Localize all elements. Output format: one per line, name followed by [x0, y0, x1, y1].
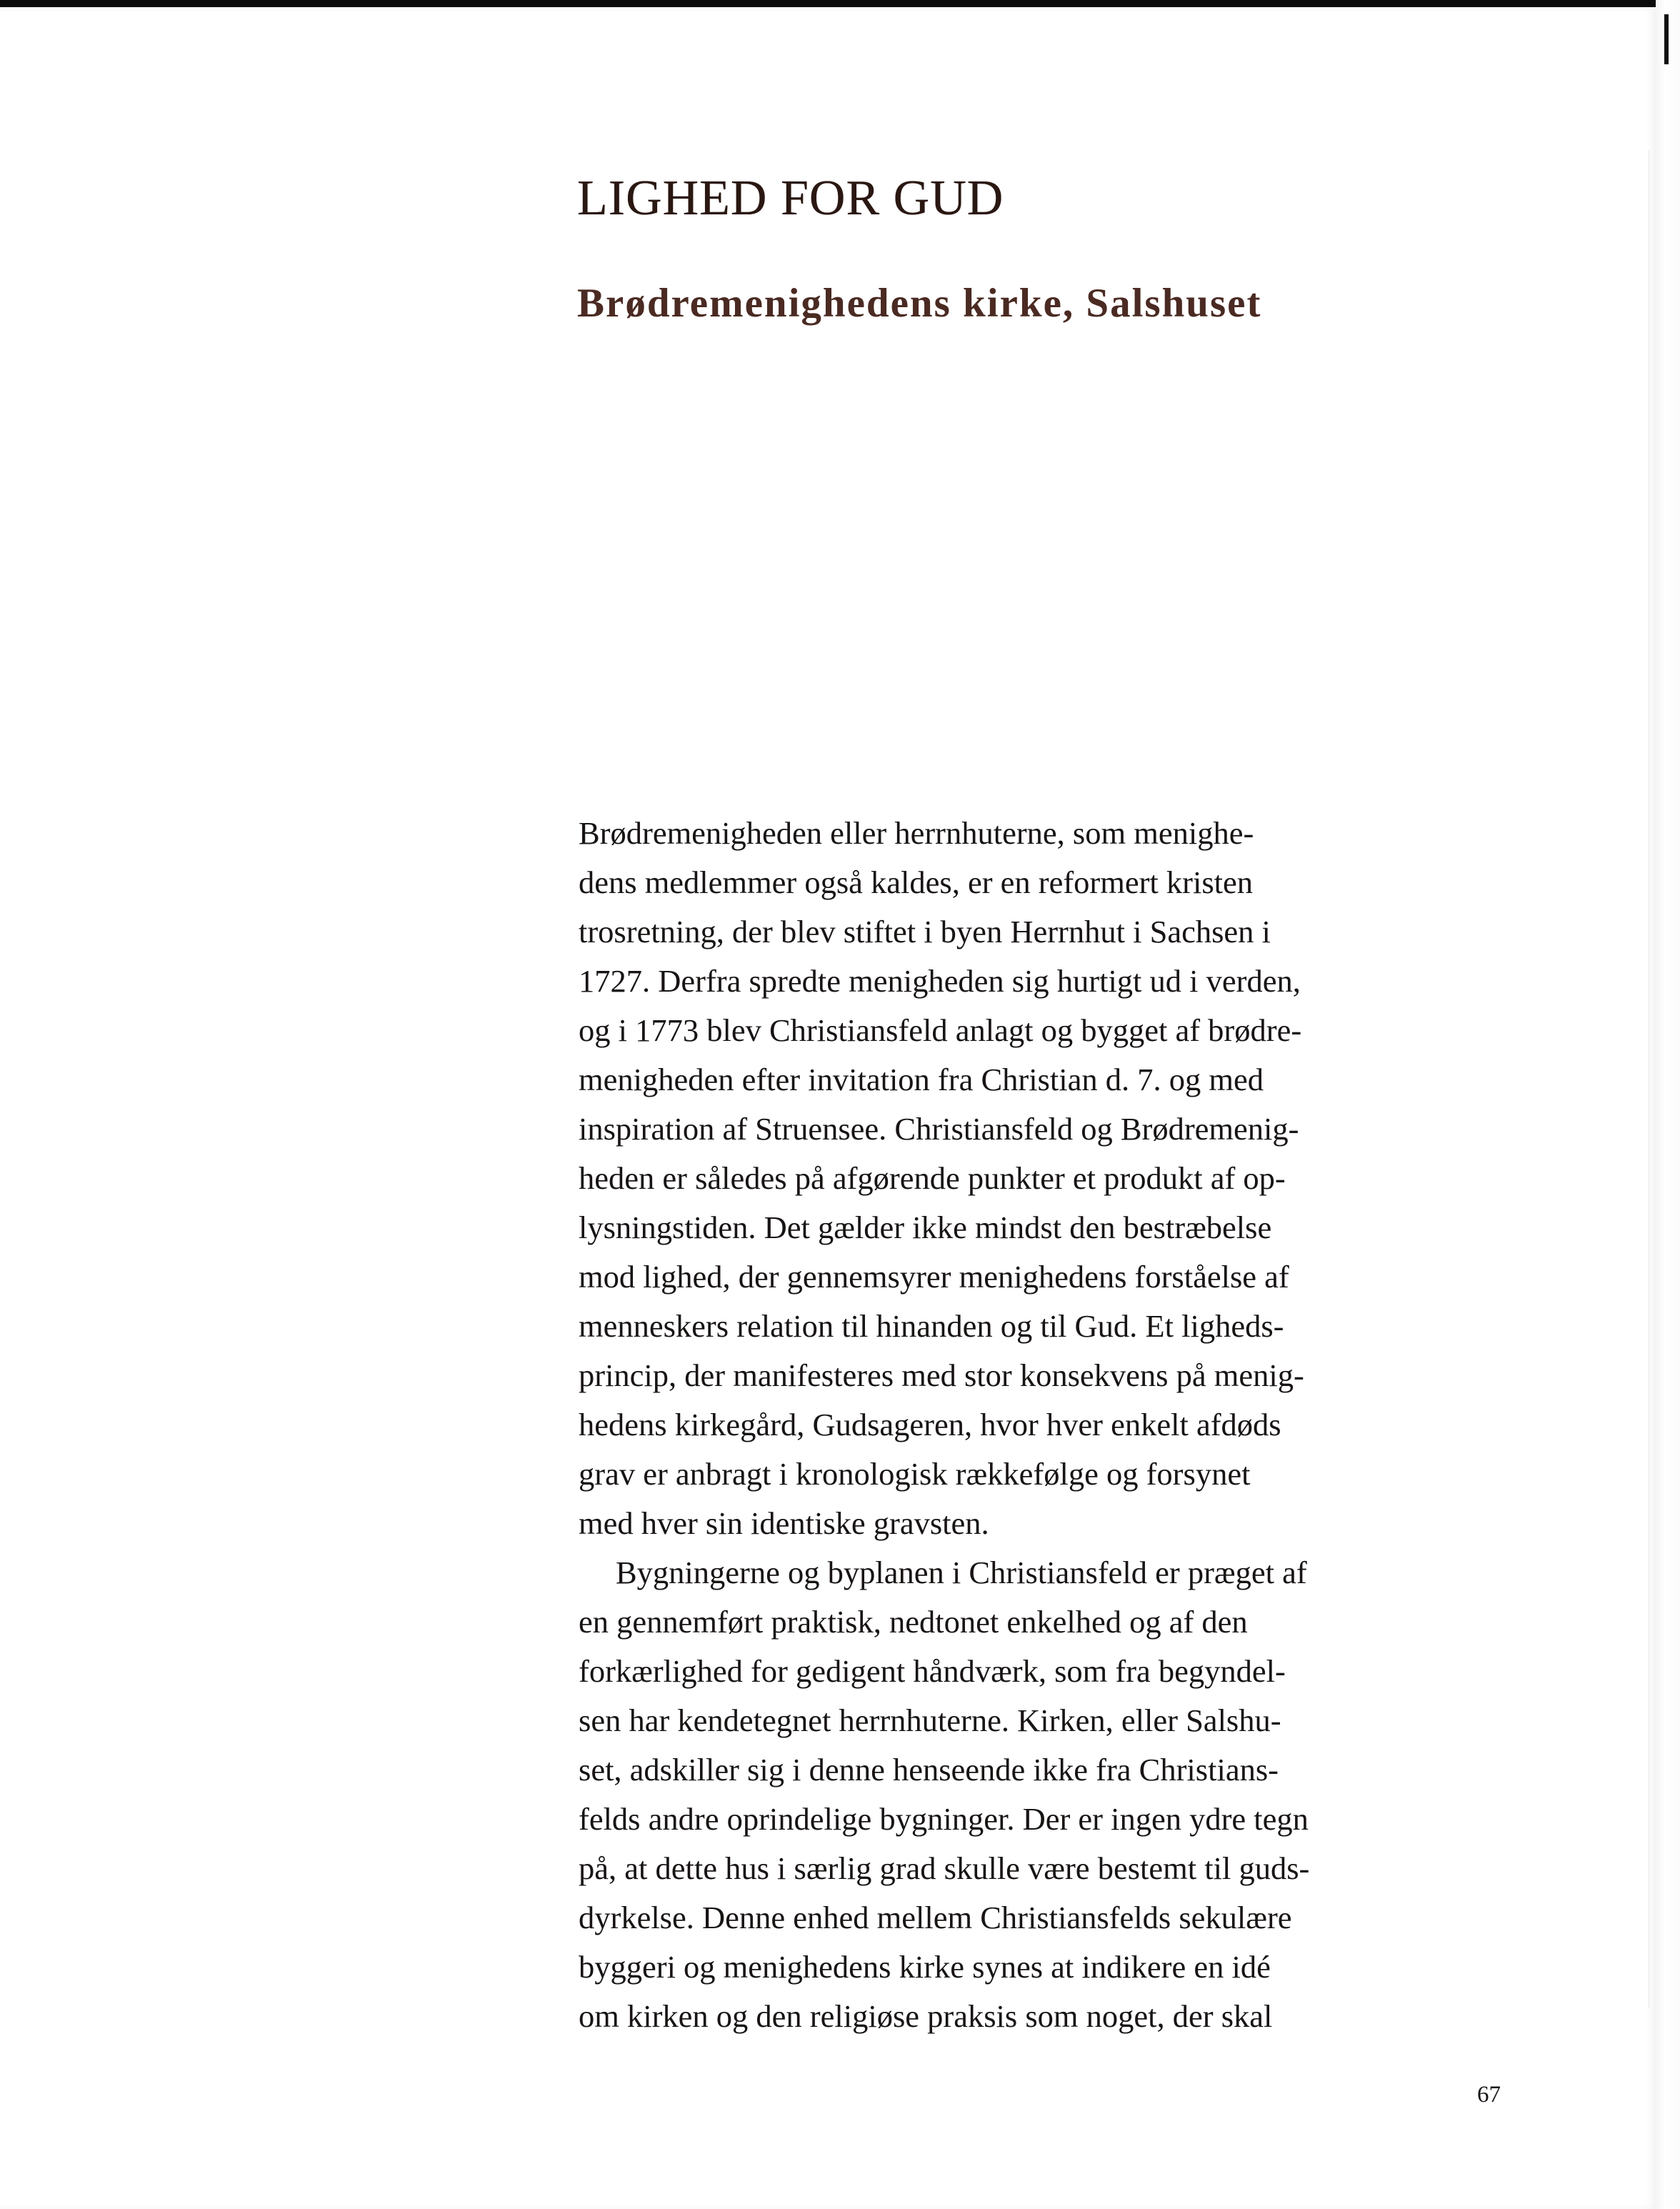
text-line: og i 1773 blev Christiansfeld anlagt og bygget af brødre- — [579, 1012, 1302, 1048]
text-line: hedens kirkegård, Gudsageren, hvor hver enkelt afdøds — [579, 1407, 1281, 1442]
text-line: Bygningerne og byplanen i Christiansfeld er præget af — [616, 1555, 1307, 1590]
text-line: grav er anbragt i kronologisk rækkefølge og forsynet — [579, 1456, 1251, 1492]
text-line: heden er således på afgørende punkter et produkt af op- — [579, 1160, 1286, 1196]
text-line: inspiration af Struensee. Christiansfeld og Brødremenig- — [579, 1111, 1299, 1147]
text-line: en gennemført praktisk, nedtonet enkelhed og af den — [579, 1604, 1248, 1640]
text-line: mod lighed, der gennemsyrer menighedens forståelse af — [579, 1259, 1289, 1295]
text-line: med hver sin identiske gravsten. — [579, 1505, 989, 1541]
paragraph-2 — [579, 1548, 1500, 2041]
chapter-title: LIGHED FOR GUD — [577, 171, 1004, 226]
text-line: trosretning, der blev stiftet i byen Herrnhut i Sachsen i — [579, 914, 1271, 949]
text-line: om kirken og den religiøse praksis som noget, der skal — [579, 1998, 1273, 2034]
book-page — [0, 7, 1656, 2209]
text-line: menneskers relation til hinanden og til Gud. Et ligheds- — [579, 1308, 1284, 1344]
text-line: felds andre oprindelige bygninger. Der er ingen ydre tegn — [579, 1801, 1309, 1837]
text-line: dyrkelse. Denne enhed mellem Christiansfelds sekulære — [579, 1900, 1292, 1935]
text-line: forkærlighed for gedigent håndværk, som fra begyndel- — [579, 1653, 1286, 1689]
page-number: 67 — [1477, 2082, 1501, 2108]
paragraph-1 — [579, 809, 1500, 1548]
text-line: dens medlemmer også kaldes, er en reformert kristen — [579, 864, 1254, 900]
text-line: på, at dette hus i særlig grad skulle være bestemt til guds- — [579, 1850, 1310, 1886]
text-line: princip, der manifesteres med stor konsekvens på menig- — [579, 1357, 1304, 1393]
body-text — [579, 809, 1500, 2041]
page-stack-edge — [1656, 0, 1680, 2209]
text-line: sen har kendetegnet herrnhuterne. Kirken, eller Salshu- — [579, 1702, 1281, 1738]
text-line: 1727. Derfra spredte menigheden sig hurtigt ud i verden, — [579, 963, 1301, 999]
text-line: menigheden efter invitation fra Christian d. 7. og med — [579, 1062, 1264, 1097]
scan-edge-mark — [1664, 14, 1669, 64]
text-line: set, adskiller sig i denne henseende ikke fra Christians- — [579, 1752, 1279, 1787]
chapter-subtitle: Brødremenighedens kirke, Salshuset — [577, 281, 1262, 326]
scan-top-border — [0, 0, 1680, 7]
text-line: Brødremenigheden eller herrnhuterne, som menighe- — [579, 815, 1254, 851]
text-line: lysningstiden. Det gælder ikke mindst den bestræbelse — [579, 1210, 1272, 1245]
text-line: byggeri og menighedens kirke synes at indikere en idé — [579, 1949, 1271, 1985]
